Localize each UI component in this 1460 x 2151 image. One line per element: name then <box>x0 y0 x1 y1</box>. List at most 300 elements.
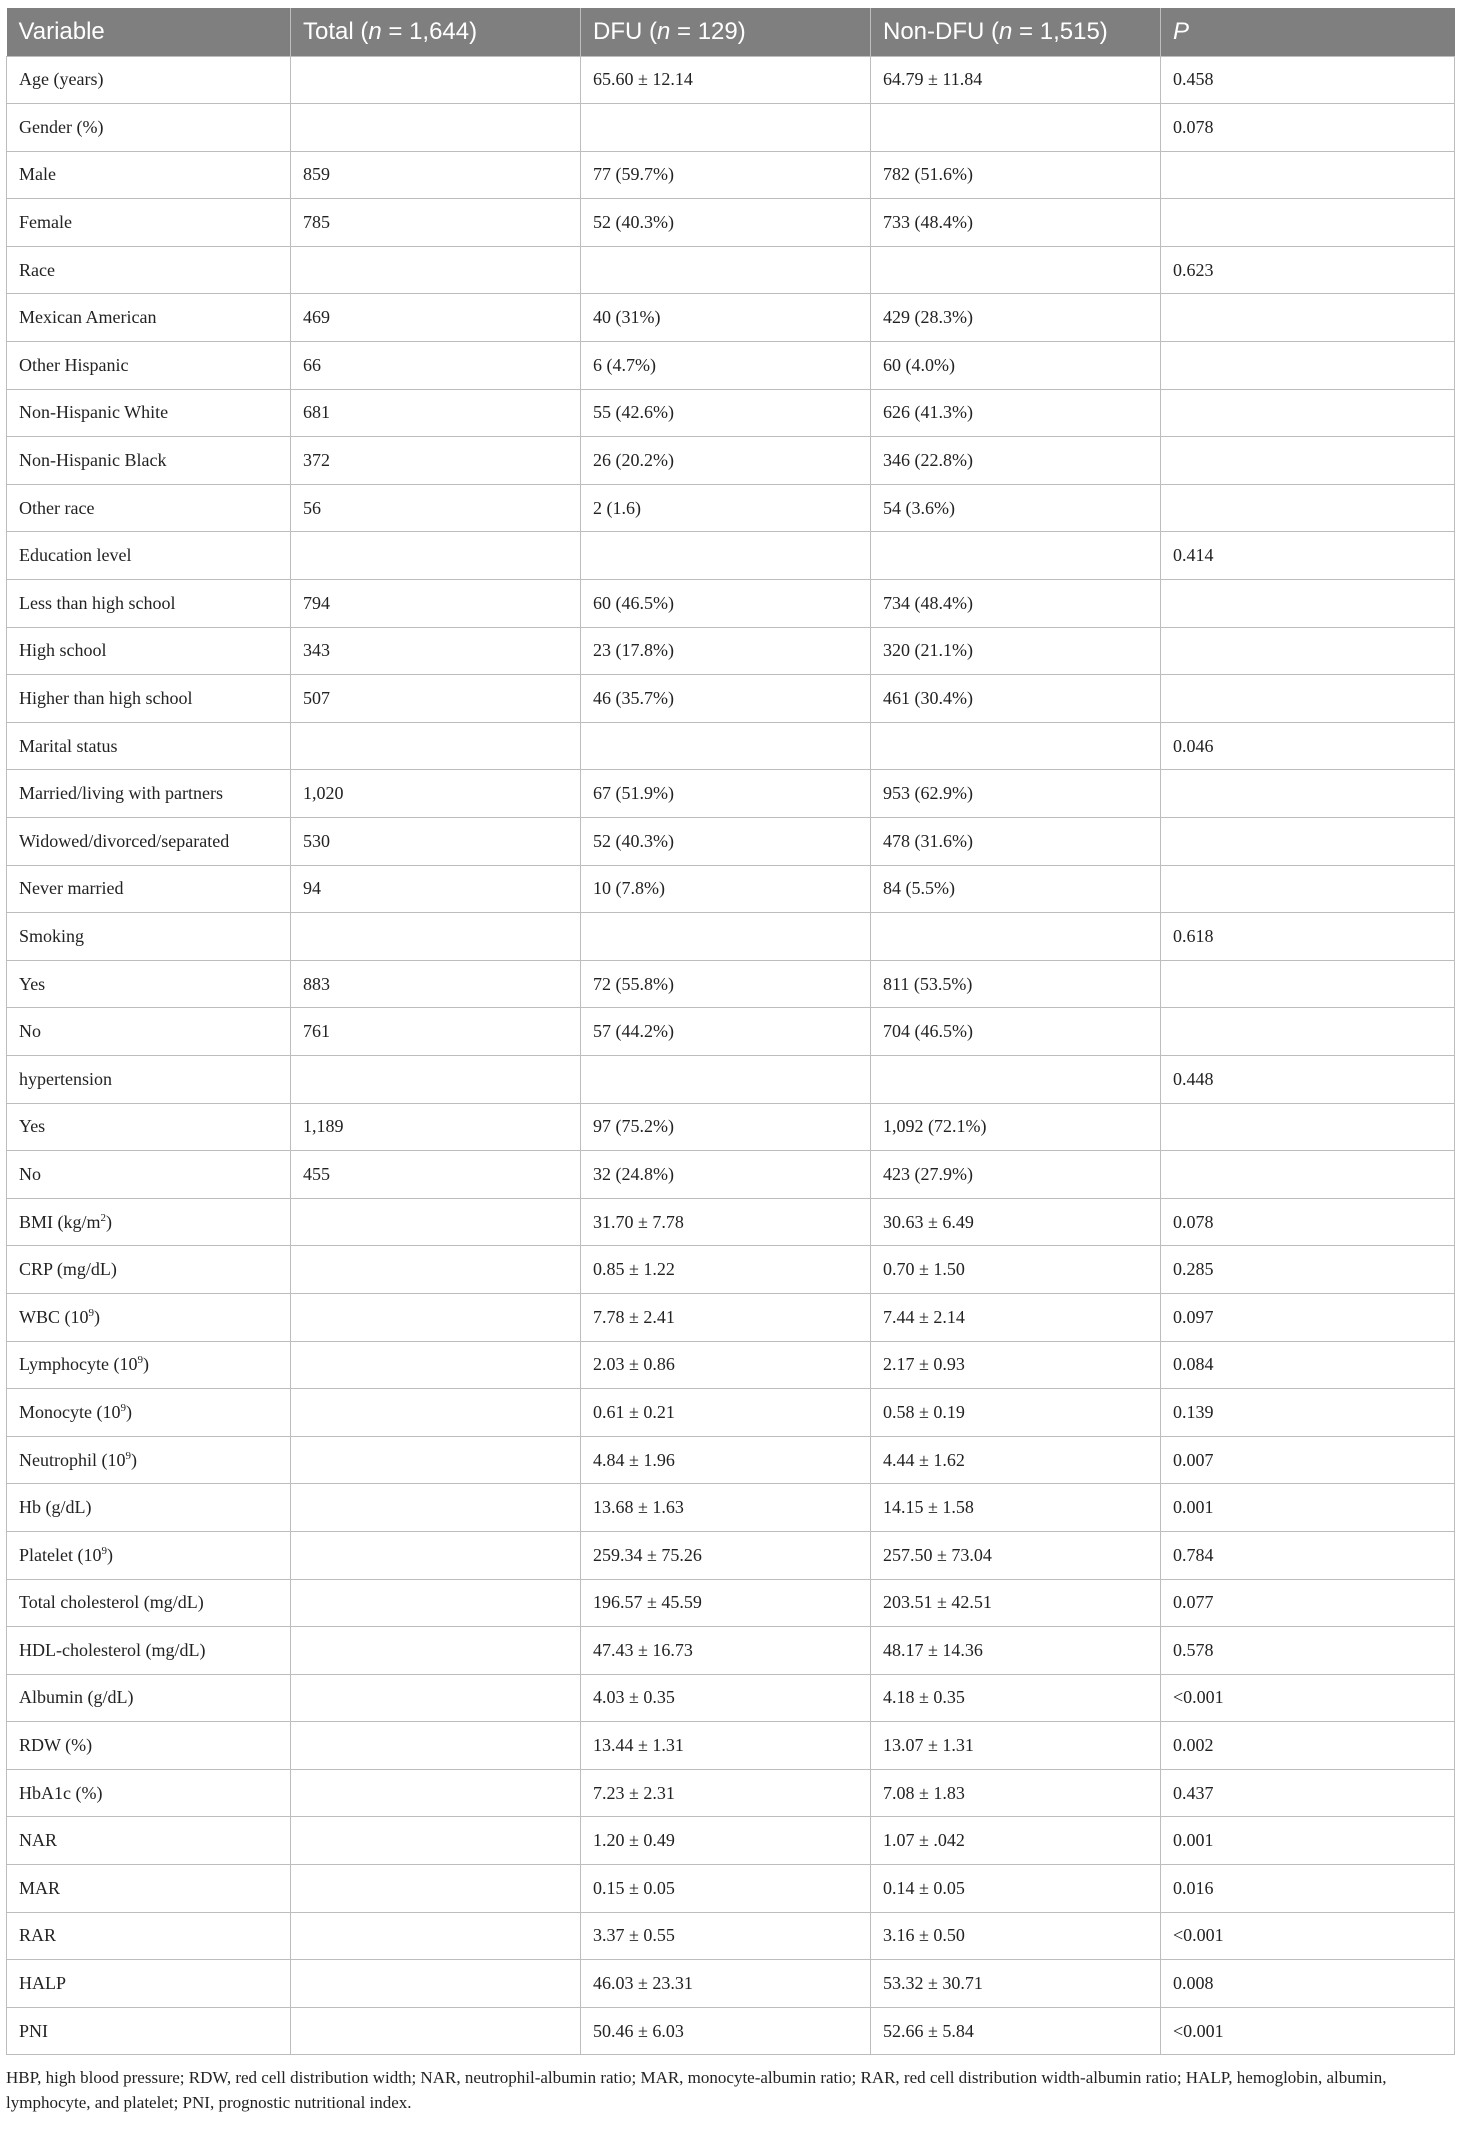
row-label: Albumin (g/dL) <box>19 1687 134 1708</box>
table-row <box>7 1912 1455 1960</box>
cell-total <box>291 532 581 580</box>
cell-total <box>291 1769 581 1817</box>
cell-dfu: 4.03 ± 0.35 <box>581 1674 871 1722</box>
table-row <box>7 1960 1455 2008</box>
cell-nondfu: 84 (5.5%) <box>871 865 1161 913</box>
table-row <box>7 1865 1455 1913</box>
cell-total: 785 <box>291 199 581 247</box>
cell-nondfu: 734 (48.4%) <box>871 580 1161 628</box>
cell-nondfu: 811 (53.5%) <box>871 960 1161 1008</box>
cell-total <box>291 246 581 294</box>
row-label-cell <box>7 151 291 199</box>
cell-total <box>291 1960 581 2008</box>
cell-p <box>1161 675 1455 723</box>
table-row <box>7 151 1455 199</box>
column-header-text: = 1,644) <box>381 17 478 45</box>
row-label-superscript: 9 <box>101 1544 107 1557</box>
table-row <box>7 104 1455 152</box>
row-label-cell <box>7 865 291 913</box>
cell-dfu: 40 (31%) <box>581 294 871 342</box>
row-label: CRP (mg/dL) <box>19 1259 117 1280</box>
row-label-cell <box>7 389 291 437</box>
cell-total: 530 <box>291 818 581 866</box>
row-label: Lymphocyte (10 <box>19 1354 138 1375</box>
cell-dfu: 60 (46.5%) <box>581 580 871 628</box>
row-label-cell <box>7 913 291 961</box>
table-row <box>7 770 1455 818</box>
cell-total: 372 <box>291 437 581 485</box>
table-row <box>7 294 1455 342</box>
table-row <box>7 199 1455 247</box>
row-label: Smoking <box>19 925 85 946</box>
cell-total: 455 <box>291 1151 581 1199</box>
table-row <box>7 484 1455 532</box>
cell-dfu: 196.57 ± 45.59 <box>581 1579 871 1627</box>
cell-p <box>1161 580 1455 628</box>
row-label: Female <box>19 212 72 233</box>
table-row <box>7 1627 1455 1675</box>
cell-total <box>291 913 581 961</box>
row-label-cell <box>7 1531 291 1579</box>
column-header-text: Non-DFU ( <box>883 17 1000 45</box>
cell-p: 0.458 <box>1161 56 1455 104</box>
row-label-cell <box>7 1198 291 1246</box>
cell-p: 0.001 <box>1161 1817 1455 1865</box>
row-label-cell <box>7 532 291 580</box>
cell-nondfu: 48.17 ± 14.36 <box>871 1627 1161 1675</box>
row-label-cell <box>7 246 291 294</box>
table-row <box>7 1579 1455 1627</box>
cell-nondfu: 320 (21.1%) <box>871 627 1161 675</box>
row-label: Age (years) <box>19 69 104 90</box>
row-label: Yes <box>19 973 46 994</box>
column-header <box>581 8 871 56</box>
cell-total <box>291 1674 581 1722</box>
row-label-cell <box>7 675 291 723</box>
cell-total: 859 <box>291 151 581 199</box>
table-row <box>7 1341 1455 1389</box>
table-row <box>7 865 1455 913</box>
row-label-cell <box>7 1912 291 1960</box>
cell-dfu: 23 (17.8%) <box>581 627 871 675</box>
cell-p: 0.437 <box>1161 1769 1455 1817</box>
cell-p: <0.001 <box>1161 1674 1455 1722</box>
row-label-cell <box>7 1293 291 1341</box>
cell-nondfu: 423 (27.9%) <box>871 1151 1161 1199</box>
row-label-cell <box>7 1627 291 1675</box>
row-label: HbA1c (%) <box>19 1782 103 1803</box>
table-row <box>7 342 1455 390</box>
table-row <box>7 1769 1455 1817</box>
row-label-suffix: ) <box>106 1211 113 1232</box>
table-row <box>7 1055 1455 1103</box>
cell-dfu: 46 (35.7%) <box>581 675 871 723</box>
row-label: Mexican American <box>19 307 157 328</box>
row-label-cell <box>7 1674 291 1722</box>
cell-p: 0.618 <box>1161 913 1455 961</box>
cell-nondfu: 14.15 ± 1.58 <box>871 1484 1161 1532</box>
cell-nondfu: 4.44 ± 1.62 <box>871 1436 1161 1484</box>
row-label-cell <box>7 1341 291 1389</box>
table-row <box>7 1008 1455 1056</box>
cell-nondfu: 4.18 ± 0.35 <box>871 1674 1161 1722</box>
cell-total: 883 <box>291 960 581 1008</box>
cell-p <box>1161 1103 1455 1151</box>
table-row <box>7 1531 1455 1579</box>
cell-dfu: 6 (4.7%) <box>581 342 871 390</box>
row-label-cell <box>7 1103 291 1151</box>
cell-dfu <box>581 722 871 770</box>
row-label-superscript: 2 <box>100 1211 107 1224</box>
cell-total: 1,020 <box>291 770 581 818</box>
row-label: Non-Hispanic Black <box>19 450 167 471</box>
table-row <box>7 1103 1455 1151</box>
cell-dfu: 0.61 ± 0.21 <box>581 1389 871 1437</box>
cell-dfu: 1.20 ± 0.49 <box>581 1817 871 1865</box>
cell-p: <0.001 <box>1161 1912 1455 1960</box>
cell-nondfu: 461 (30.4%) <box>871 675 1161 723</box>
table-row <box>7 1389 1455 1437</box>
cell-dfu: 32 (24.8%) <box>581 1151 871 1199</box>
row-label: Race <box>19 259 55 280</box>
cell-nondfu: 429 (28.3%) <box>871 294 1161 342</box>
column-header <box>871 8 1161 56</box>
table-row <box>7 960 1455 1008</box>
cell-p <box>1161 294 1455 342</box>
row-label-suffix: ) <box>94 1306 100 1327</box>
cell-nondfu: 0.70 ± 1.50 <box>871 1246 1161 1294</box>
table-row <box>7 1151 1455 1199</box>
table-row <box>7 389 1455 437</box>
row-label-suffix: ) <box>106 1544 113 1565</box>
cell-nondfu: 7.08 ± 1.83 <box>871 1769 1161 1817</box>
cell-dfu: 3.37 ± 0.55 <box>581 1912 871 1960</box>
row-label-cell <box>7 1722 291 1770</box>
row-label: Marital status <box>19 735 118 756</box>
row-label-cell <box>7 627 291 675</box>
column-header-text: Total ( <box>303 17 369 45</box>
row-label-cell <box>7 1151 291 1199</box>
cell-dfu: 50.46 ± 6.03 <box>581 2007 871 2055</box>
row-label-cell <box>7 1484 291 1532</box>
cell-p <box>1161 770 1455 818</box>
characteristics-table <box>6 8 1455 2055</box>
table-container <box>6 8 1454 2115</box>
cell-dfu <box>581 104 871 152</box>
row-label: Neutrophil (10 <box>19 1449 126 1470</box>
table-row <box>7 580 1455 628</box>
row-label: Total cholesterol (mg/dL) <box>19 1592 204 1613</box>
table-row <box>7 532 1455 580</box>
cell-nondfu: 0.14 ± 0.05 <box>871 1865 1161 1913</box>
table-row <box>7 1817 1455 1865</box>
cell-p: 0.414 <box>1161 532 1455 580</box>
cell-nondfu <box>871 1055 1161 1103</box>
column-header-text: = 1,515) <box>1012 17 1108 45</box>
cell-p: 0.007 <box>1161 1436 1455 1484</box>
row-label: Platelet (10 <box>19 1544 102 1565</box>
cell-dfu: 7.78 ± 2.41 <box>581 1293 871 1341</box>
cell-nondfu: 0.58 ± 0.19 <box>871 1389 1161 1437</box>
row-label-cell <box>7 1436 291 1484</box>
column-header <box>7 8 291 56</box>
cell-nondfu: 53.32 ± 30.71 <box>871 1960 1161 2008</box>
column-header-italic: n <box>656 17 671 45</box>
cell-dfu: 26 (20.2%) <box>581 437 871 485</box>
cell-p: 0.623 <box>1161 246 1455 294</box>
table-row <box>7 246 1455 294</box>
row-label: WBC (10 <box>19 1306 89 1327</box>
row-label-suffix: ) <box>125 1401 132 1422</box>
row-label-cell <box>7 1769 291 1817</box>
cell-total <box>291 1293 581 1341</box>
cell-p: <0.001 <box>1161 2007 1455 2055</box>
column-header-italic: P <box>1173 17 1190 45</box>
cell-nondfu: 953 (62.9%) <box>871 770 1161 818</box>
cell-p: 0.448 <box>1161 1055 1455 1103</box>
row-label: No <box>19 1021 41 1042</box>
cell-total <box>291 722 581 770</box>
row-label-cell <box>7 722 291 770</box>
cell-total <box>291 56 581 104</box>
cell-total <box>291 1341 581 1389</box>
row-label: Monocyte (10 <box>19 1401 121 1422</box>
row-label-cell <box>7 960 291 1008</box>
row-label-cell <box>7 104 291 152</box>
cell-dfu: 47.43 ± 16.73 <box>581 1627 871 1675</box>
column-header-text: = 129) <box>670 17 746 45</box>
table-row <box>7 2007 1455 2055</box>
cell-p: 0.285 <box>1161 1246 1455 1294</box>
cell-dfu <box>581 1055 871 1103</box>
row-label: RAR <box>19 1925 57 1946</box>
cell-dfu: 31.70 ± 7.78 <box>581 1198 871 1246</box>
cell-nondfu: 1,092 (72.1%) <box>871 1103 1161 1151</box>
cell-nondfu: 7.44 ± 2.14 <box>871 1293 1161 1341</box>
table-row <box>7 1674 1455 1722</box>
row-label-cell <box>7 1960 291 2008</box>
table-row <box>7 913 1455 961</box>
row-label: Widowed/divorced/separated <box>19 830 230 851</box>
table-body <box>7 56 1455 2055</box>
cell-nondfu <box>871 104 1161 152</box>
table-row <box>7 1293 1455 1341</box>
row-label-superscript: 9 <box>125 1449 131 1462</box>
cell-nondfu <box>871 913 1161 961</box>
table-row <box>7 1246 1455 1294</box>
cell-total: 343 <box>291 627 581 675</box>
cell-total <box>291 1579 581 1627</box>
cell-total <box>291 1912 581 1960</box>
row-label: Yes <box>19 1116 46 1137</box>
row-label: hypertension <box>19 1068 112 1089</box>
column-header <box>291 8 581 56</box>
row-label-cell <box>7 1817 291 1865</box>
cell-nondfu: 257.50 ± 73.04 <box>871 1531 1161 1579</box>
cell-p: 0.008 <box>1161 1960 1455 2008</box>
cell-nondfu <box>871 532 1161 580</box>
cell-dfu: 259.34 ± 75.26 <box>581 1531 871 1579</box>
row-label: Less than high school <box>19 592 176 613</box>
row-label-cell <box>7 770 291 818</box>
cell-p <box>1161 437 1455 485</box>
table-row <box>7 1484 1455 1532</box>
cell-dfu: 46.03 ± 23.31 <box>581 1960 871 2008</box>
cell-p: 0.139 <box>1161 1389 1455 1437</box>
cell-nondfu: 30.63 ± 6.49 <box>871 1198 1161 1246</box>
row-label: High school <box>19 640 107 661</box>
row-label: Married/living with partners <box>19 783 223 804</box>
cell-dfu: 57 (44.2%) <box>581 1008 871 1056</box>
cell-nondfu: 52.66 ± 5.84 <box>871 2007 1161 2055</box>
cell-p: 0.001 <box>1161 1484 1455 1532</box>
cell-dfu: 10 (7.8%) <box>581 865 871 913</box>
row-label-suffix: ) <box>142 1354 149 1375</box>
cell-nondfu <box>871 722 1161 770</box>
cell-nondfu: 733 (48.4%) <box>871 199 1161 247</box>
column-header-italic: n <box>368 17 382 45</box>
row-label-suffix: ) <box>130 1449 137 1470</box>
cell-dfu <box>581 532 871 580</box>
cell-dfu: 55 (42.6%) <box>581 389 871 437</box>
cell-nondfu: 13.07 ± 1.31 <box>871 1722 1161 1770</box>
row-label-cell <box>7 1579 291 1627</box>
row-label: Education level <box>19 545 132 566</box>
cell-total: 681 <box>291 389 581 437</box>
row-label-cell <box>7 437 291 485</box>
row-label-cell <box>7 56 291 104</box>
row-label-cell <box>7 2007 291 2055</box>
cell-p: 0.578 <box>1161 1627 1455 1675</box>
cell-p <box>1161 342 1455 390</box>
cell-p <box>1161 865 1455 913</box>
cell-nondfu: 704 (46.5%) <box>871 1008 1161 1056</box>
cell-dfu: 65.60 ± 12.14 <box>581 56 871 104</box>
cell-dfu <box>581 913 871 961</box>
cell-p: 0.016 <box>1161 1865 1455 1913</box>
table-row <box>7 56 1455 104</box>
cell-p <box>1161 1008 1455 1056</box>
table-row <box>7 818 1455 866</box>
cell-nondfu <box>871 246 1161 294</box>
cell-dfu: 0.15 ± 0.05 <box>581 1865 871 1913</box>
cell-nondfu: 203.51 ± 42.51 <box>871 1579 1161 1627</box>
row-label-cell <box>7 484 291 532</box>
cell-dfu: 13.44 ± 1.31 <box>581 1722 871 1770</box>
cell-total <box>291 1484 581 1532</box>
cell-dfu: 67 (51.9%) <box>581 770 871 818</box>
cell-nondfu: 54 (3.6%) <box>871 484 1161 532</box>
table-row <box>7 1722 1455 1770</box>
row-label-cell <box>7 1008 291 1056</box>
cell-nondfu: 3.16 ± 0.50 <box>871 1912 1161 1960</box>
row-label: Never married <box>19 878 124 899</box>
cell-dfu: 2.03 ± 0.86 <box>581 1341 871 1389</box>
cell-dfu: 77 (59.7%) <box>581 151 871 199</box>
cell-nondfu: 478 (31.6%) <box>871 818 1161 866</box>
row-label: BMI (kg/m <box>19 1211 101 1232</box>
cell-total: 94 <box>291 865 581 913</box>
table-row <box>7 627 1455 675</box>
cell-total <box>291 1722 581 1770</box>
row-label: RDW (%) <box>19 1735 93 1756</box>
cell-total <box>291 1436 581 1484</box>
cell-total <box>291 1389 581 1437</box>
row-label-superscript: 9 <box>137 1354 143 1367</box>
cell-total <box>291 1531 581 1579</box>
row-label: NAR <box>19 1830 58 1851</box>
column-header-italic: n <box>999 17 1013 45</box>
cell-p <box>1161 151 1455 199</box>
cell-nondfu: 626 (41.3%) <box>871 389 1161 437</box>
cell-total <box>291 1246 581 1294</box>
row-label-cell <box>7 818 291 866</box>
table-footnote: HBP, high blood pressure; RDW, red cell distribution width; NAR, neutrophil-albumin ratio; MAR, monocyte-albumin ratio; RAR, red cell distribution width-albumin ratio; HALP, hemoglobin, albumin, lymphocyte, and platelet; PNI, prognostic nutritional index. <box>6 2068 1387 2113</box>
cell-dfu: 97 (75.2%) <box>581 1103 871 1151</box>
cell-dfu: 4.84 ± 1.96 <box>581 1436 871 1484</box>
cell-total: 469 <box>291 294 581 342</box>
cell-dfu: 72 (55.8%) <box>581 960 871 1008</box>
row-label-cell <box>7 1389 291 1437</box>
cell-nondfu: 782 (51.6%) <box>871 151 1161 199</box>
cell-dfu: 52 (40.3%) <box>581 199 871 247</box>
cell-p: 0.078 <box>1161 1198 1455 1246</box>
cell-total <box>291 1198 581 1246</box>
cell-p: 0.046 <box>1161 722 1455 770</box>
cell-dfu: 2 (1.6) <box>581 484 871 532</box>
cell-total: 794 <box>291 580 581 628</box>
column-header-text: Variable <box>18 17 105 45</box>
cell-p <box>1161 484 1455 532</box>
cell-total <box>291 1055 581 1103</box>
cell-total <box>291 1865 581 1913</box>
table-row <box>7 1198 1455 1246</box>
row-label-cell <box>7 580 291 628</box>
cell-nondfu: 60 (4.0%) <box>871 342 1161 390</box>
cell-p: 0.784 <box>1161 1531 1455 1579</box>
cell-p: 0.077 <box>1161 1579 1455 1627</box>
cell-p <box>1161 199 1455 247</box>
row-label: PNI <box>19 2020 49 2041</box>
column-header-text: DFU ( <box>593 17 657 45</box>
cell-dfu: 13.68 ± 1.63 <box>581 1484 871 1532</box>
column-header <box>1161 8 1455 56</box>
cell-nondfu: 1.07 ± .042 <box>871 1817 1161 1865</box>
row-label: Non-Hispanic White <box>19 402 169 423</box>
cell-p: 0.084 <box>1161 1341 1455 1389</box>
row-label: No <box>19 1163 41 1184</box>
cell-dfu: 7.23 ± 2.31 <box>581 1769 871 1817</box>
table-header-row <box>7 8 1455 56</box>
cell-dfu: 0.85 ± 1.22 <box>581 1246 871 1294</box>
cell-total: 507 <box>291 675 581 723</box>
cell-total: 66 <box>291 342 581 390</box>
row-label: Hb (g/dL) <box>19 1497 92 1518</box>
cell-nondfu: 2.17 ± 0.93 <box>871 1341 1161 1389</box>
cell-dfu: 52 (40.3%) <box>581 818 871 866</box>
row-label-cell <box>7 294 291 342</box>
row-label-cell <box>7 199 291 247</box>
cell-total: 761 <box>291 1008 581 1056</box>
cell-total <box>291 1817 581 1865</box>
row-label-superscript: 9 <box>88 1306 94 1319</box>
row-label: Other Hispanic <box>19 354 129 375</box>
row-label: MAR <box>19 1877 61 1898</box>
table-row <box>7 722 1455 770</box>
row-label: HALP <box>19 1973 67 1994</box>
cell-total: 1,189 <box>291 1103 581 1151</box>
table-row <box>7 675 1455 723</box>
